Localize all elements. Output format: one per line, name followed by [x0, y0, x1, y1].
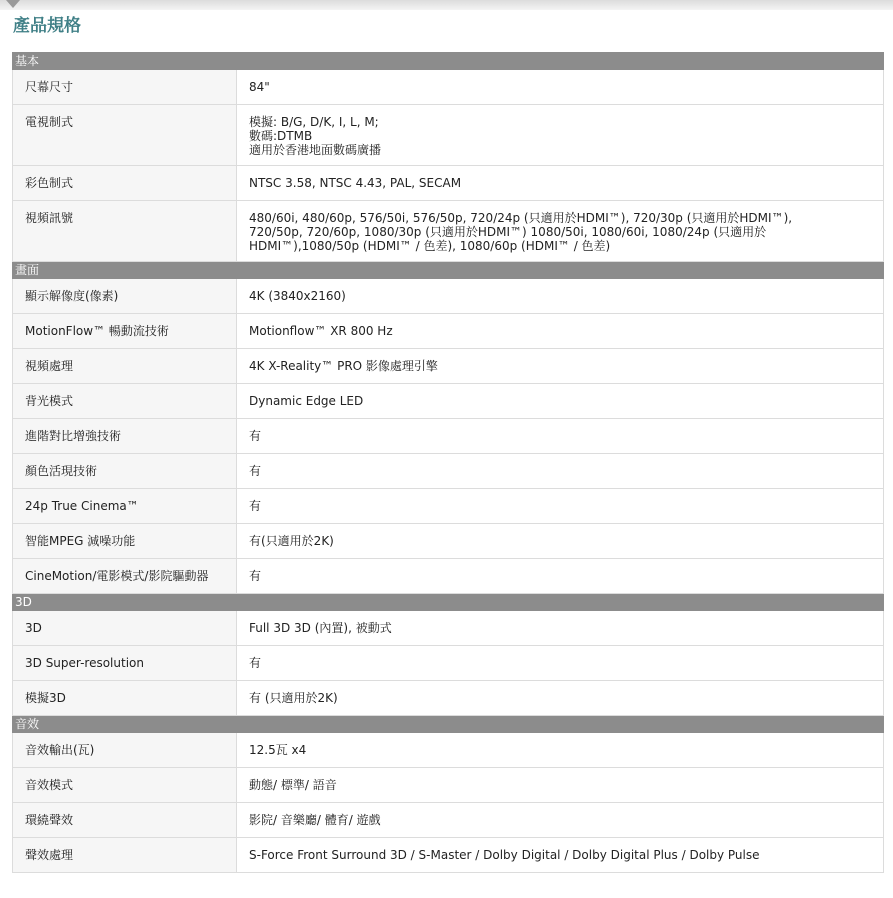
section-header	[13, 53, 884, 70]
top-bar	[0, 0, 893, 10]
table-row	[13, 279, 884, 314]
table-row	[13, 349, 884, 384]
spec-value: 12.5瓦 x4	[237, 733, 884, 768]
spec-label: 顯示解像度(像素)	[13, 279, 237, 314]
spec-value: 模擬: B/G, D/K, I, L, M; 數碼:DTMB 適用於香港地面數碼廣播	[237, 105, 884, 166]
spec-table-body	[13, 53, 884, 873]
spec-value: 有	[237, 454, 884, 489]
spec-label: 音效模式	[13, 768, 237, 803]
spec-label: 智能MPEG 減噪功能	[13, 524, 237, 559]
section-header	[13, 716, 884, 733]
table-row	[13, 454, 884, 489]
spec-value: Dynamic Edge LED	[237, 384, 884, 419]
spec-value: 有	[237, 489, 884, 524]
spec-value: 有	[237, 646, 884, 681]
spec-value: Motionflow™ XR 800 Hz	[237, 314, 884, 349]
spec-label: 尺幕尺寸	[13, 70, 237, 105]
table-row	[13, 559, 884, 594]
table-row	[13, 838, 884, 873]
spec-label: 顏色活現技術	[13, 454, 237, 489]
table-row	[13, 524, 884, 559]
spec-value: 影院/ 音樂廳/ 體育/ 遊戲	[237, 803, 884, 838]
down-arrow-icon	[6, 0, 20, 8]
spec-label: 視頻訊號	[13, 201, 237, 262]
page-title: 產品規格	[13, 16, 81, 36]
spec-value: 有 (只適用於2K)	[237, 681, 884, 716]
spec-value: 有(只適用於2K)	[237, 524, 884, 559]
section-title: 3D	[13, 594, 884, 611]
spec-label: 進階對比增強技術	[13, 419, 237, 454]
spec-value: 有	[237, 559, 884, 594]
table-row	[13, 314, 884, 349]
table-row	[13, 803, 884, 838]
spec-label: 視頻處理	[13, 349, 237, 384]
spec-label: 背光模式	[13, 384, 237, 419]
spec-label: 3D	[13, 611, 237, 646]
table-row	[13, 681, 884, 716]
section-header	[13, 262, 884, 279]
spec-value: 有	[237, 419, 884, 454]
spec-label: CineMotion/電影模式/影院驅動器	[13, 559, 237, 594]
spec-label: 環繞聲效	[13, 803, 237, 838]
section-title: 基本	[13, 53, 884, 70]
table-row	[13, 70, 884, 105]
spec-value: Full 3D 3D (內置), 被動式	[237, 611, 884, 646]
table-row	[13, 646, 884, 681]
spec-label: 模擬3D	[13, 681, 237, 716]
spec-label: 彩色制式	[13, 166, 237, 201]
spec-value: NTSC 3.58, NTSC 4.43, PAL, SECAM	[237, 166, 884, 201]
spec-value: S-Force Front Surround 3D / S-Master / Dolby Digital / Dolby Digital Plus / Dolby Pulse	[237, 838, 884, 873]
spec-value: 84"	[237, 70, 884, 105]
table-row	[13, 733, 884, 768]
spec-label: 電視制式	[13, 105, 237, 166]
section-title: 畫面	[13, 262, 884, 279]
spec-label: 聲效處理	[13, 838, 237, 873]
spec-value: 4K X-Reality™ PRO 影像處理引擎	[237, 349, 884, 384]
spec-table	[12, 52, 884, 873]
table-row	[13, 166, 884, 201]
spec-label: 3D Super-resolution	[13, 646, 237, 681]
spec-label: MotionFlow™ 暢動流技術	[13, 314, 237, 349]
section-header	[13, 594, 884, 611]
table-row	[13, 201, 884, 262]
table-row	[13, 105, 884, 166]
table-row	[13, 611, 884, 646]
spec-label: 音效輸出(瓦)	[13, 733, 237, 768]
spec-value: 動態/ 標準/ 語音	[237, 768, 884, 803]
spec-label: 24p True Cinema™	[13, 489, 237, 524]
table-row	[13, 489, 884, 524]
table-row	[13, 384, 884, 419]
spec-value: 480/60i, 480/60p, 576/50i, 576/50p, 720/24p (只適用於HDMI™), 720/30p (只適用於HDMI™), 720/50p, 720/60p, 1080/30p (只適用於HDMI™) 1080/50i, 1080/60i, 1080/24p (只適用於 HDMI™),1080/50p (HDMI™ / 色差), 1080/60p (HDMI™ / 色差)	[237, 201, 884, 262]
table-row	[13, 419, 884, 454]
spec-value: 4K (3840x2160)	[237, 279, 884, 314]
table-row	[13, 768, 884, 803]
section-title: 音效	[13, 716, 884, 733]
